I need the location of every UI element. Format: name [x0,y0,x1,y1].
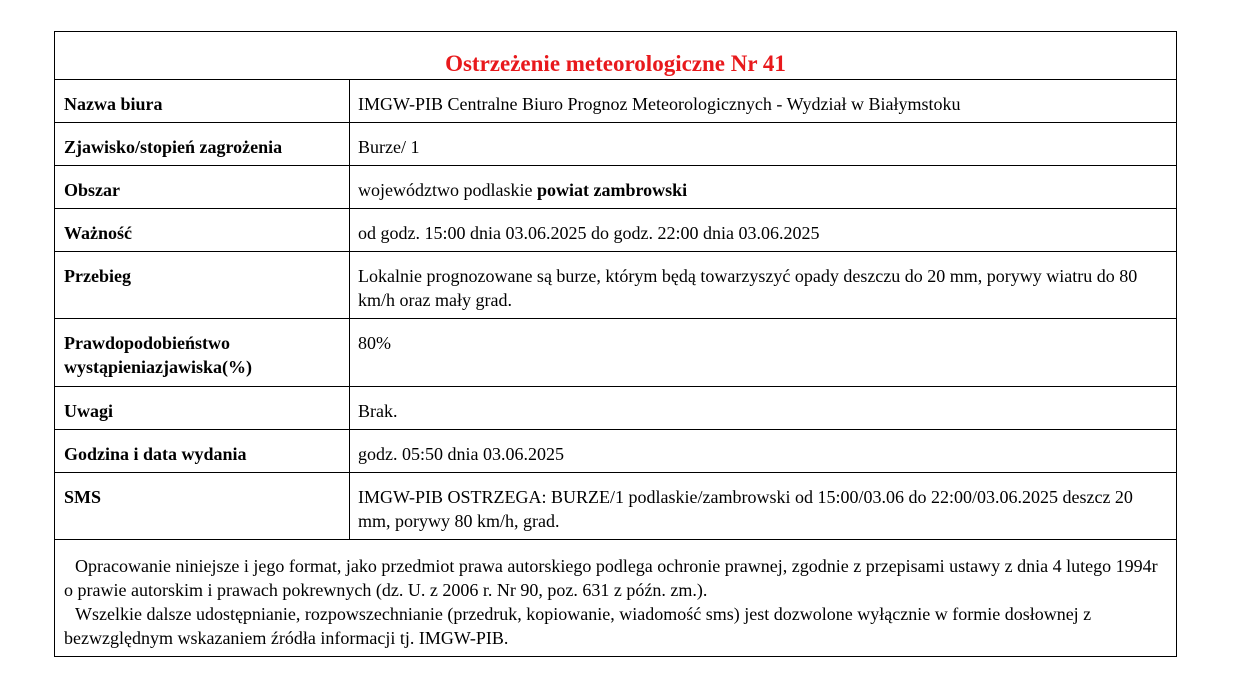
row-probability [55,319,1176,387]
area-county: powiat zambrowski [536,180,688,200]
area-region: województwo podlaskie [358,180,533,200]
sms-label: SMS [55,473,350,539]
office-name-value: IMGW-PIB Centralne Biuro Prognoz Meteorologicznych - Wydział w Białymstoku [358,94,961,114]
copyright-paragraph-2: Wszelkie dalsze udostępnianie, rozpowszechnianie (przedruk, kopiowanie, wiadomość sms) jest dozwolone wyłącznie w formie dosłownej z bezwzględnym wskazaniem źródła informacji tj. IMGW-PIB. [64,604,1092,648]
row-issue-time [55,430,1176,473]
row-course [55,252,1176,319]
validity-value: od godz. 15:00 dnia 03.06.2025 do godz. 22:00 dnia 03.06.2025 [358,223,820,243]
row-office-name [55,80,1176,123]
probability-value: 80% [358,333,391,353]
copyright-footer [55,540,1176,650]
issue-time-value: godz. 05:50 dnia 03.06.2025 [358,444,564,464]
validity-label: Ważność [55,209,350,251]
area-value [350,166,1176,208]
phenomenon-label: Zjawisko/stopień zagrożenia [55,123,350,165]
row-sms [55,473,1176,540]
course-value: Lokalnie prognozowane są burze, którym będą towarzyszyć opady deszczu do 20 mm, porywy wiatru do 80 km/h oraz mały grad. [358,266,1138,310]
copyright-paragraph-1: Opracowanie niniejsze i jego format, jako przedmiot prawa autorskiego podlega ochronie prawnej, zgodnie z przepisami ustawy z dnia 4 lutego 1994r o prawie autorskim i prawach pokrewnych (dz. U. z 2006 r. Nr 90, poz. 631 z późn. zm.). [64,556,1158,600]
remarks-value: Brak. [358,401,398,421]
title-row [55,32,1176,80]
row-phenomenon [55,123,1176,166]
office-name-label: Nazwa biura [55,80,350,122]
row-remarks [55,387,1176,430]
warning-title: Ostrzeżenie meteorologiczne Nr 41 [445,51,786,76]
row-area [55,166,1176,209]
warning-document [54,31,1177,657]
course-label: Przebieg [55,252,350,318]
phenomenon-value: Burze/ 1 [358,137,420,157]
issue-time-label: Godzina i data wydania [55,430,350,472]
area-label: Obszar [55,166,350,208]
probability-label: Prawdopodobieństwo wystąpieniazjawiska(%) [55,319,350,386]
row-validity [55,209,1176,252]
remarks-label: Uwagi [55,387,350,429]
sms-value: IMGW-PIB OSTRZEGA: BURZE/1 podlaskie/zambrowski od 15:00/03.06 do 22:00/03.06.2025 deszcz 20 mm, porywy 80 km/h, grad. [358,487,1133,531]
